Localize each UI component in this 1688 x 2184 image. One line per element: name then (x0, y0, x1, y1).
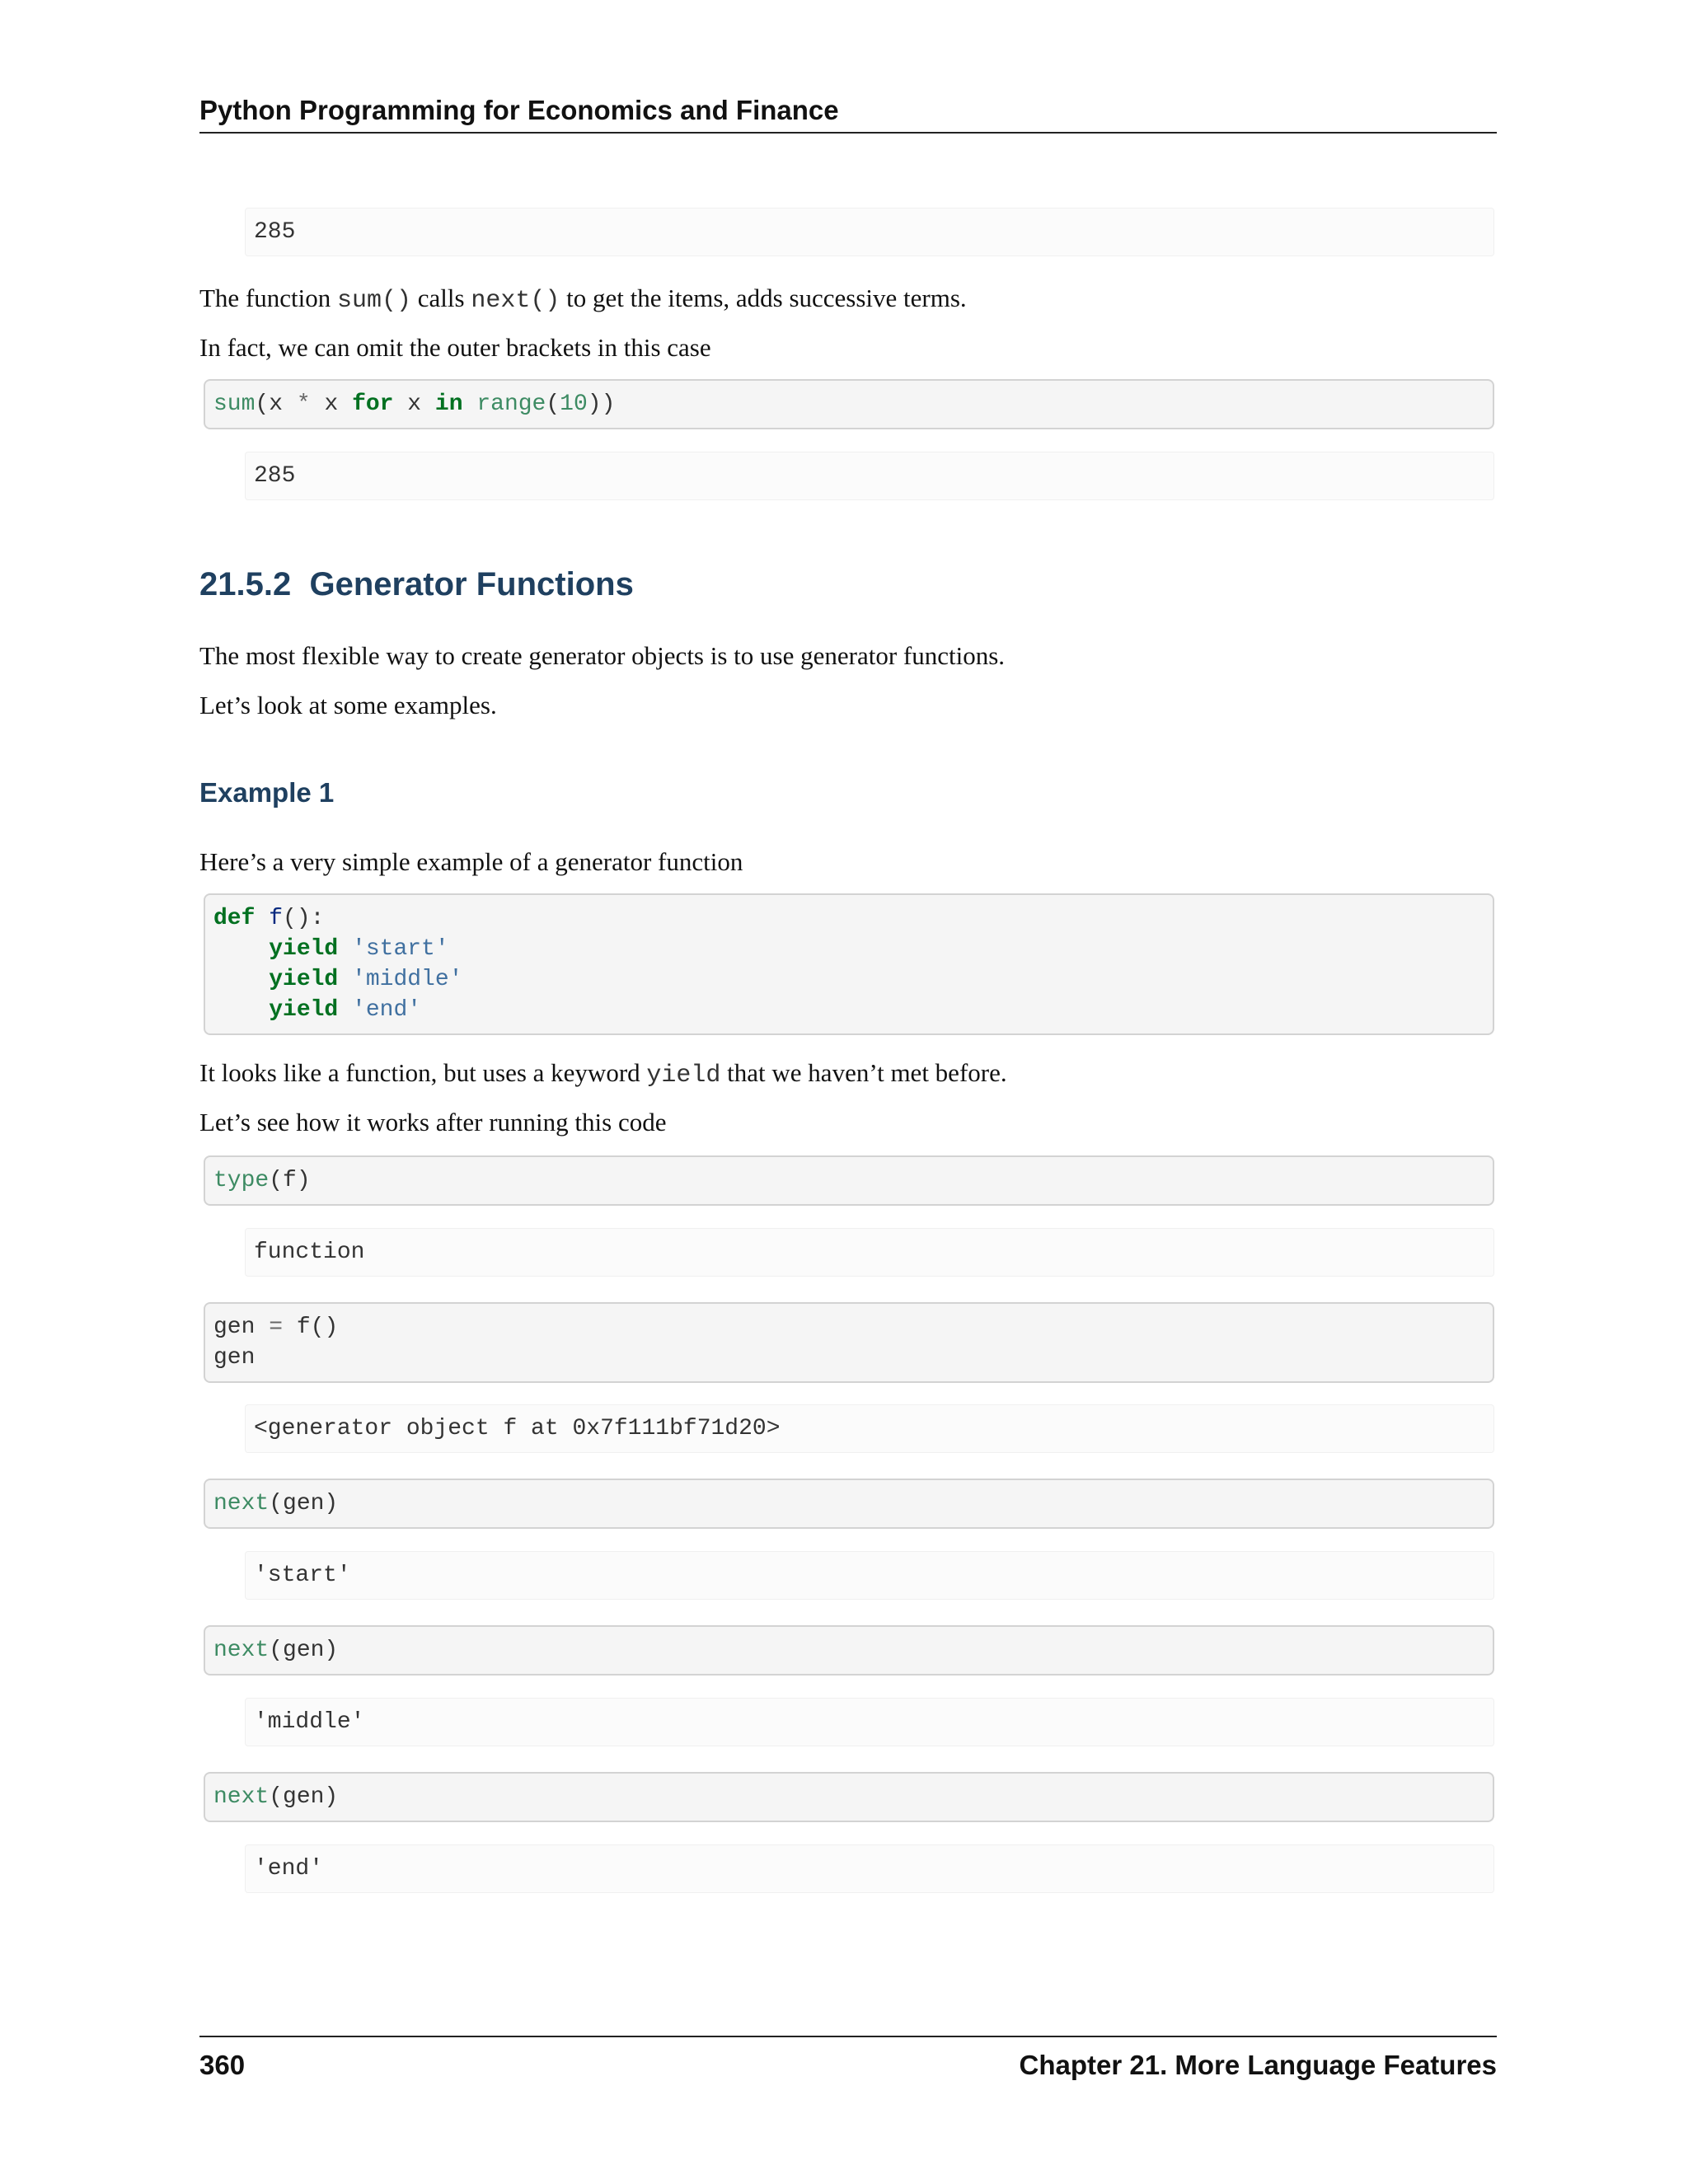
code-output-1: 285 (245, 208, 1494, 256)
inline-code-sum: sum() (337, 287, 412, 315)
paragraph-simple-example: Here’s a very simple example of a generator function (199, 847, 743, 876)
code-output-6: 'middle' (245, 1698, 1494, 1746)
chapter-title: Chapter 21. More Language Features (1019, 2050, 1497, 2080)
code-cell-next-3[interactable]: next(gen) (204, 1772, 1494, 1822)
section-number: 21.5.2 (199, 566, 292, 602)
book-title: Python Programming for Economics and Finance (199, 95, 839, 125)
section-heading (199, 564, 1497, 605)
paragraph-yield-keyword: It looks like a function, but uses a keyword yield that we haven’t met before. (199, 1058, 1007, 1090)
paragraph-how-it-works: Let’s see how it works after running this code (199, 1108, 667, 1137)
subsection-heading: Example 1 (199, 777, 335, 808)
page-number: 360 (199, 2050, 246, 2080)
code-output-4: <generator object f at 0x7f111bf71d20> (245, 1404, 1494, 1453)
code-output-2: 285 (245, 452, 1494, 500)
paragraph-sum-next: The function sum() calls next() to get the items, adds successive terms. (199, 284, 967, 315)
inline-code-yield: yield (646, 1062, 721, 1090)
code-cell-generator-def[interactable]: def f(): yield 'start' yield 'middle' yield 'end' (204, 893, 1494, 1035)
running-header (199, 92, 1497, 134)
inline-code-next: next() (471, 287, 560, 315)
code-cell-next-1[interactable]: next(gen) (204, 1479, 1494, 1529)
running-footer (199, 2036, 1497, 2087)
paragraph-flexible-way: The most flexible way to create generator objects is to use generator functions. (199, 641, 1006, 670)
paragraph-examples: Let’s look at some examples. (199, 691, 497, 719)
code-output-5: 'start' (245, 1551, 1494, 1600)
code-output-3: function (245, 1228, 1494, 1277)
code-cell-next-2[interactable]: next(gen) (204, 1625, 1494, 1675)
code-cell-sum-generator[interactable]: sum(x * x for x in range(10)) (204, 379, 1494, 429)
paragraph-omit-brackets: In fact, we can omit the outer brackets in this case (199, 333, 711, 362)
code-output-7: 'end' (245, 1844, 1494, 1893)
document-page (199, 0, 1497, 2184)
code-cell-gen-assign[interactable]: gen = f() gen (204, 1302, 1494, 1383)
section-title: Generator Functions (309, 566, 634, 602)
code-cell-type-f[interactable]: type(f) (204, 1155, 1494, 1206)
